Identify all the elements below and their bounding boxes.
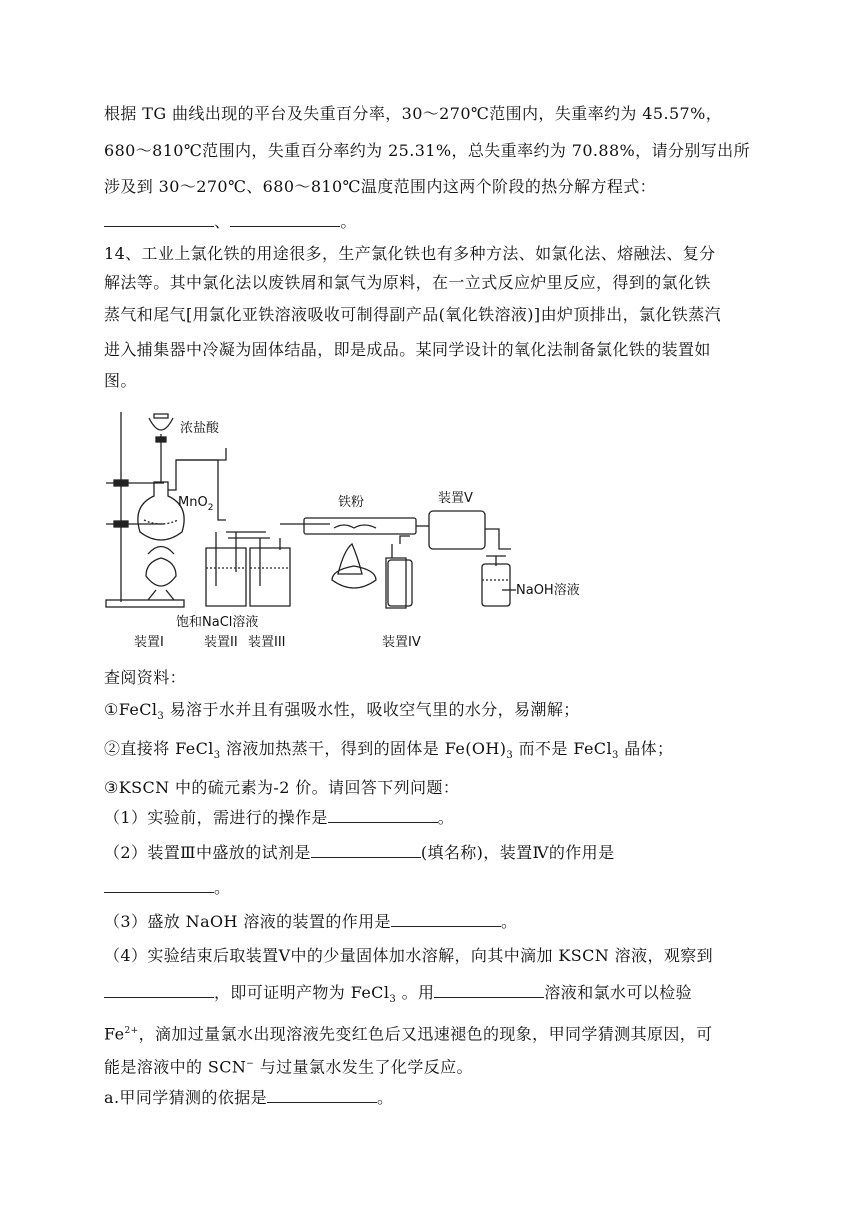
question-1: （1）实验前，需进行的操作是 。 — [104, 808, 455, 827]
intro-line-3: 涉及到 30～270℃、680～810℃温度范围内这两个阶段的热分解方程式： — [104, 177, 657, 196]
question-4a: a.甲同学猜测的依据是 。 — [104, 1088, 394, 1107]
ref-1: ①FeCl$_3$ 易溶于水并且有强吸水性，吸收空气里的水分，易潮解； — [104, 700, 580, 723]
answer-blank[interactable] — [328, 808, 438, 823]
label-device-III: 装置III — [248, 635, 286, 650]
intro-line-1: 根据 TG 曲线出现的平台及失重百分率，30～270℃范围内，失重率约为 45.57%， — [104, 104, 723, 123]
answer-blank[interactable] — [311, 843, 421, 858]
label-sat-nacl: 饱和NaCl溶液 — [176, 615, 259, 630]
question-2-cont: 。 — [104, 877, 230, 899]
label-conc-hcl: 浓盐酸 — [180, 421, 220, 436]
intro-line-2: 680～810℃范围内，失重百分率约为 25.31%，总失重率约为 70.88%，请分别写出所 — [104, 141, 750, 160]
answer-blank[interactable] — [230, 212, 340, 227]
label-device-IV: 装置IV — [382, 635, 421, 650]
stand-base — [106, 600, 184, 607]
bottle-III — [250, 548, 290, 606]
device-V — [429, 511, 485, 549]
question-4-line-3: $Fe^{2+}$，滴加过量氯水出现溶液先变红色后又迅速褪色的现象，甲同学猜测其原因，可 — [104, 1024, 713, 1044]
apparatus-figure — [104, 404, 604, 656]
question-4-cont: ，即可证明产物为 FeCl$_3$ 。用 溶液和氯水可以检验 — [104, 982, 692, 1011]
period: 。 — [340, 212, 357, 231]
round-flask — [138, 482, 184, 540]
question-3: （3）盛放 NaOH 溶液的装置的作用是 。 — [104, 912, 518, 931]
q14-line-3: 蒸气和尾气[用氯化亚铁溶液吸收可制得副产品(氧化铁溶液)]由炉顶排出，氯化铁蒸汽 — [104, 305, 721, 324]
ref-2: ②直接将 FeCl$_3$ 溶液加热蒸干，得到的固体是 $Fe(OH)_3$ 而不是 FeCl$_3$ 晶体； — [104, 739, 674, 762]
bottle-II — [206, 548, 246, 606]
question-4-line-4: 能是溶液中的 SCN− 与过量氯水发生了化学反应。 — [104, 1057, 473, 1077]
ref-3: ③KSCN 中的硫元素为-2 价。请回答下列问题： — [104, 778, 460, 797]
intro-answer-line — [104, 211, 357, 233]
answer-blank[interactable] — [391, 912, 501, 927]
refs-title: 查阅资料： — [104, 668, 187, 687]
answer-blank[interactable] — [267, 1088, 377, 1103]
label-iron-powder: 铁粉 — [338, 495, 365, 510]
label-mno2: MnO$_2$ — [178, 495, 214, 513]
answer-blank[interactable] — [434, 983, 544, 998]
answer-blank[interactable] — [104, 878, 214, 893]
label-naoh: NaOH溶液 — [516, 583, 580, 598]
question-4: （4）实验结束后取装置Ⅴ中的少量固体加水溶解，向其中滴加 KSCN 溶液，观察到 — [104, 946, 714, 965]
label-device-II: 装置II — [204, 635, 238, 650]
q14-line-5: 图。 — [104, 371, 137, 390]
naoh-bottle — [482, 564, 510, 606]
separator: 、 — [214, 212, 231, 231]
answer-blank[interactable] — [104, 983, 214, 998]
question-2: （2）装置Ⅲ中盛放的试剂是 (填名称)，装置Ⅳ的作用是 — [104, 843, 615, 862]
q14-line-2: 解法等。其中氯化法以废铁屑和氯气为原料，在一立式反应炉里反应，得到的氯化铁 — [104, 273, 711, 292]
q14-line-4: 进入捕集器中冷凝为固体结晶，即是成品。某同学设计的氧化法制备氯化铁的装置如 — [104, 340, 711, 359]
label-device-I: 装置I — [134, 635, 164, 650]
q14-line-1: 14、工业上氯化铁的用途很多，生产氯化铁也有多种方法、如氯化法、熔融法、复分 — [104, 244, 716, 263]
answer-blank[interactable] — [104, 212, 214, 227]
device-IV — [388, 560, 412, 606]
label-device-V: 装置V — [438, 491, 473, 506]
